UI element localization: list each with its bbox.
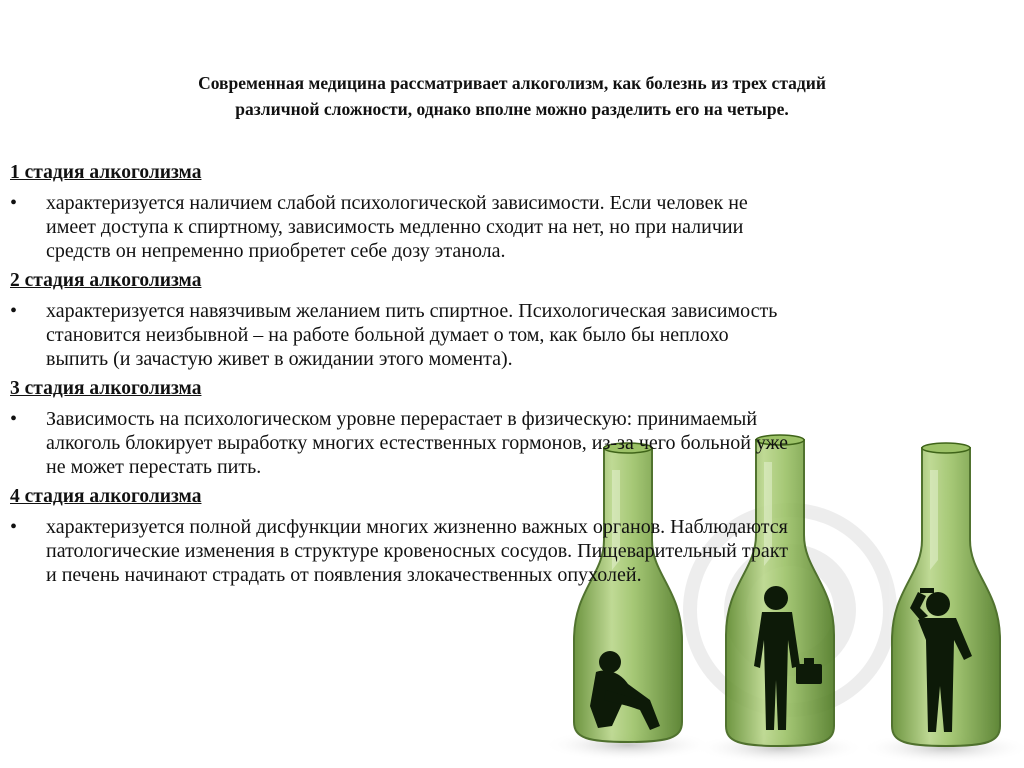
stage-3: [10, 377, 1014, 479]
stage-text-line: имеет доступа к спиртному, зависимость медленно сходит на нет, но при наличии: [46, 216, 744, 238]
title-line-1: Современная медицина рассматривает алкоголизм, как болезнь из трех стадий: [198, 73, 826, 93]
stage-text-line: не может перестать пить.: [46, 456, 262, 478]
stage-text-line: алкоголь блокирует выработку многих естественных гормонов, из-за чего больной уже: [46, 432, 789, 454]
stage-heading: 3 стадия алкоголизма: [10, 378, 202, 399]
stage-text-line: выпить (и зачастую живет в ожидании этого момента).: [46, 348, 513, 370]
stage-text-line: характеризуется полной дисфункции многих жизненно важных органов. Наблюдаются: [46, 516, 788, 538]
stage-text-line: характеризуется наличием слабой психологической зависимости. Если человек не: [46, 192, 748, 214]
stage-text-line: и печень начинают страдать от появления злокачественных опухолей.: [46, 564, 642, 586]
stage-heading: 2 стадия алкоголизма: [10, 270, 202, 291]
stage-bullet-item: [10, 407, 1014, 479]
stage-bullet-item: [10, 191, 1014, 263]
stage-heading: 4 стадия алкоголизма: [10, 486, 202, 507]
stage-description: [46, 299, 1014, 371]
page-title: [60, 70, 964, 122]
stage-2: [10, 269, 1014, 371]
stage-text-line: характеризуется навязчивым желанием пить спиртное. Психологическая зависимость: [46, 300, 778, 322]
stage-4: [10, 485, 1014, 587]
stage-description: [46, 515, 1014, 587]
stage-heading: 1 стадия алкоголизма: [10, 162, 202, 183]
bullet-icon: •: [10, 516, 18, 538]
stage-1: [10, 161, 1014, 263]
stage-text-line: Зависимость на психологическом уровне перерастает в физическую: принимаемый: [46, 408, 758, 430]
bullet-icon: •: [10, 300, 18, 322]
stage-bullet-item: [10, 299, 1014, 371]
bullet-icon: •: [10, 192, 18, 214]
stage-bullet-item: [10, 515, 1014, 587]
stage-description: [46, 407, 1014, 479]
title-line-2: различной сложности, однако вполне можно разделить его на четыре.: [235, 99, 789, 119]
stage-text-line: патологические изменения в структуре кровеносных сосудов. Пищеварительный тракт: [46, 540, 788, 562]
stage-description: [46, 191, 1014, 263]
bullet-icon: •: [10, 408, 18, 430]
stages-list: [10, 161, 1014, 593]
stage-text-line: средств он непременно приобретет себе дозу этанола.: [46, 240, 506, 262]
stage-text-line: становится неизбывной – на работе больной думает о том, как было бы неплохо: [46, 324, 729, 346]
